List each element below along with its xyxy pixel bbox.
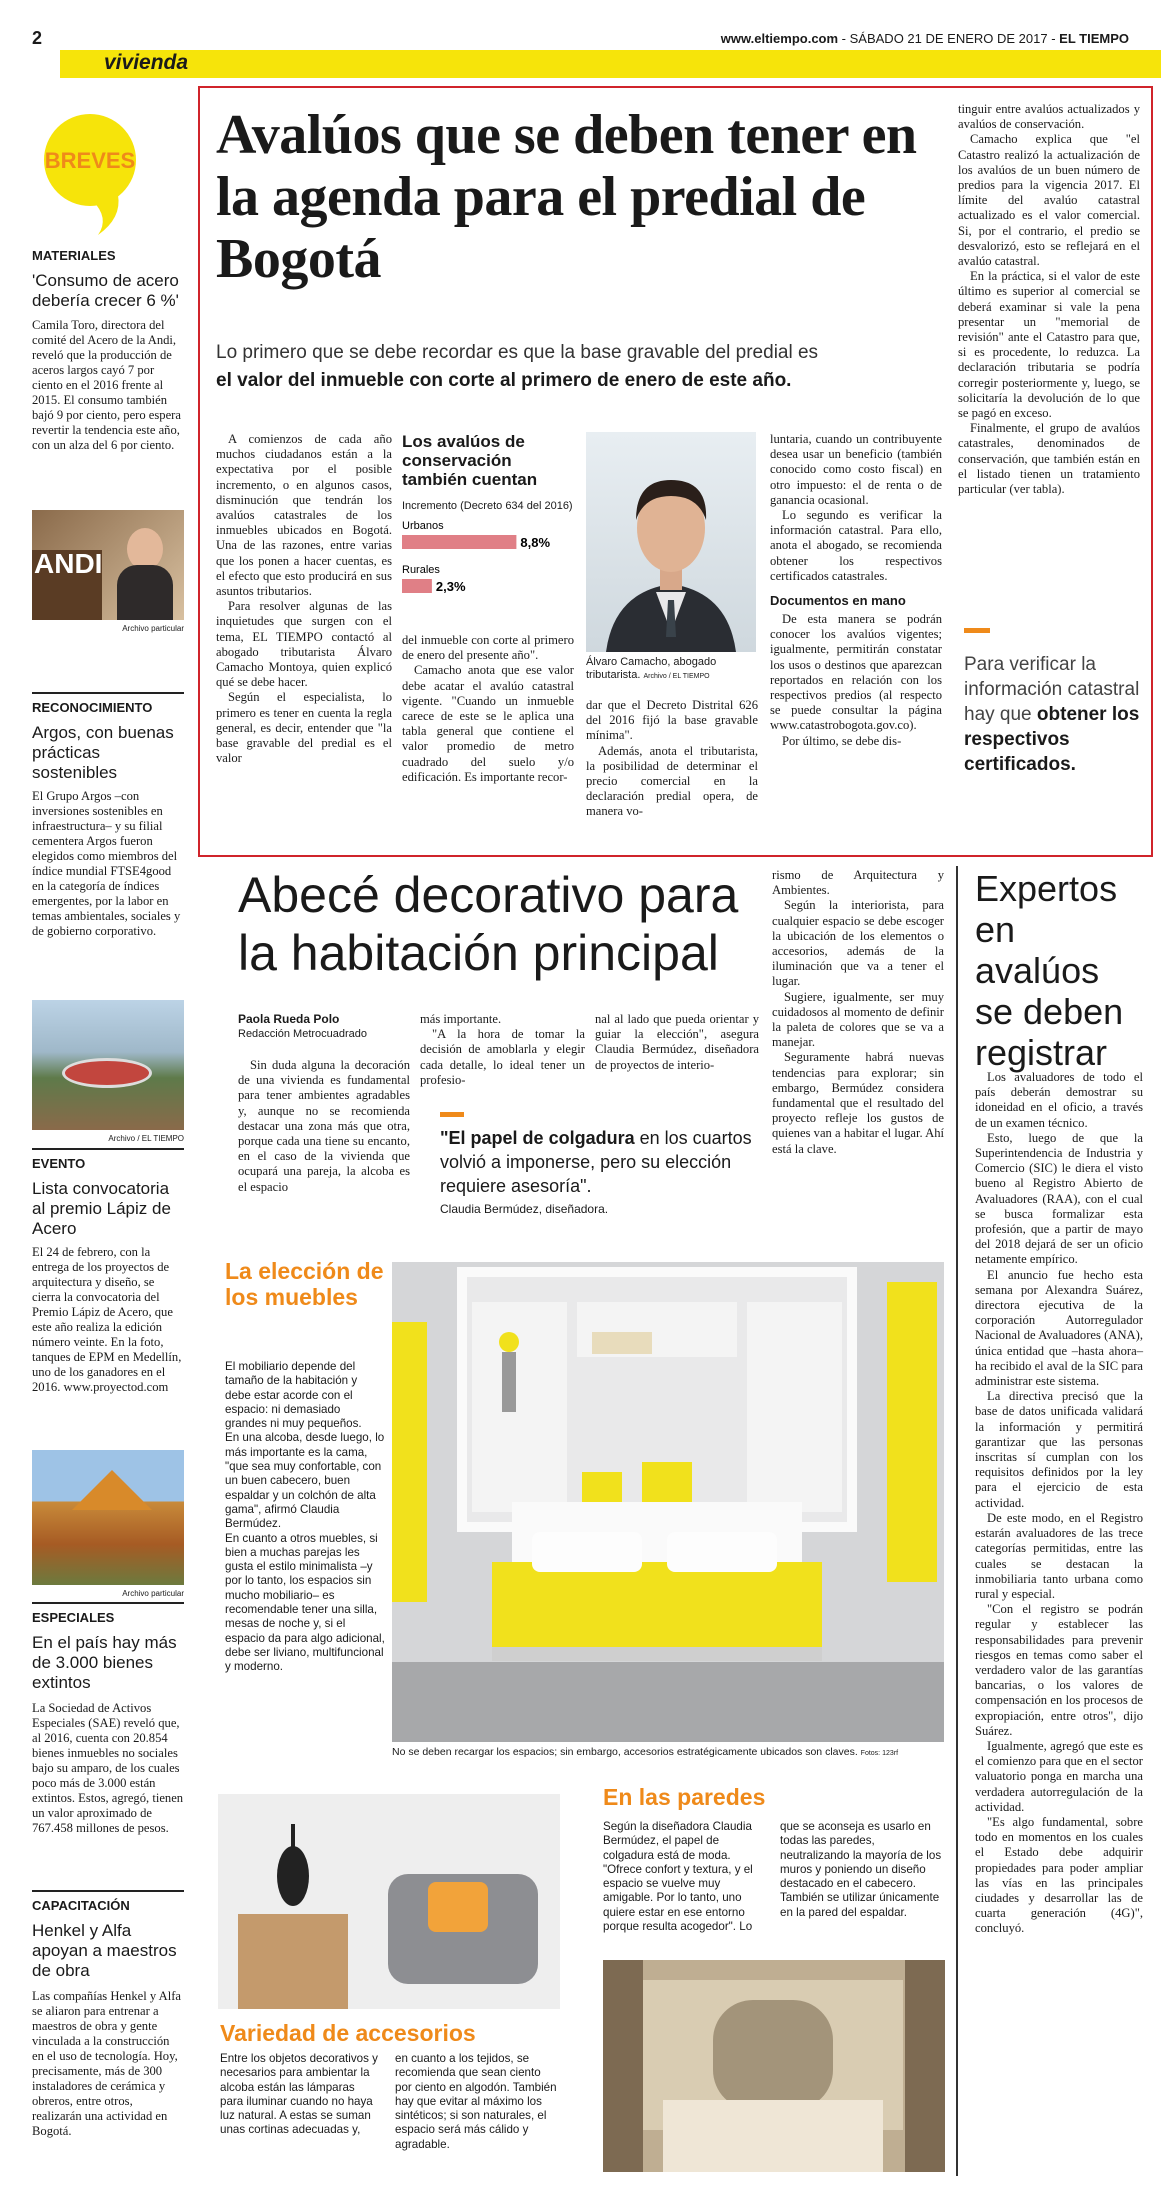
lead-paragraph: tinguir entre avalúos actualizados y avalúos de conservación. [958, 102, 1140, 132]
quote-marker [440, 1112, 464, 1117]
chart-category-label: Rurales [402, 564, 440, 576]
second-headline [238, 866, 778, 982]
bedroom-caption [392, 1746, 944, 1758]
section-bar [60, 50, 1161, 78]
lead-col-3 [586, 698, 758, 820]
accessories-photo [218, 1794, 560, 2009]
second-paragraph: Sin duda alguna la decoración de una vivienda es fundamental para tener ambientes agradables y, aunque no se recomienda destacar una zona más que otra, porque cada una tiene su encanto, en el caso de la vivienda que ocupará una pareja, la alcoba es el espacio [238, 1058, 410, 1194]
quote-bold: "El papel de colgadura [440, 1128, 635, 1148]
lead-col-5 [958, 102, 1140, 497]
quote-author: Claudia Bermúdez, diseñadora. [440, 1202, 609, 1216]
photo-credit: Archivo / EL TIEMPO [108, 1134, 184, 1143]
lead-col-2 [402, 633, 574, 785]
brief-especiales [32, 1610, 184, 1836]
folio: www.eltiempo.com - SÁBADO 21 DE ENERO DE 2017 - EL TIEMPO [720, 31, 1129, 46]
expertos-paragraph: La directiva precisó que la base de datos unificada validará la información y permitirá garantizar que las personas inscritas sí cumplan con los requisitos definidos por la ley para el ejercicio de esta actividad. [975, 1389, 1143, 1510]
pullquote-bold: obtener los respectivos certificados. [964, 704, 1140, 775]
second-headline-line-2: la habitación principal [238, 925, 719, 981]
column-divider [956, 866, 958, 2176]
chart-subtitle: Incremento (Decreto 634 del 2016) [402, 500, 573, 512]
lead-paragraph: Según el especialista, lo primero es tener en cuenta la regla general, es decir, entender que "la base gravable del predial es el valor [216, 690, 392, 766]
second-paragraph: nal al lado que pueda orientar y guiar la elección", asegura Claudia Bermúdez, diseñadora de proyectos de interio- [595, 1012, 759, 1072]
brief-body: El Grupo Argos –con inversiones sostenibles en infraestructura– y su filial cementera Argos fueron elegidos como miembros del índice mundial FTSE4good en la categoría de índices emergentes, por la labor en temas ambientales, sociales y de gobierno corporativo. [32, 789, 181, 938]
chart-bar [402, 535, 516, 549]
brief-materiales [32, 248, 184, 453]
caption-text: No se deben recargar los espacios; sin embargo, accesorios estratégicamente ubicados son claves. [392, 1746, 858, 1758]
photo-credit: Archivo particular [122, 1589, 184, 1598]
muebles-title: La elección de los muebles [225, 1258, 384, 1310]
caption-credit: Fotos: 123rf [860, 1750, 899, 1757]
pullquote-marker [964, 628, 990, 633]
brief-category: ESPECIALES [32, 1610, 115, 1625]
second-col-4 [772, 868, 944, 1157]
portrait-image [586, 432, 756, 652]
accesorios-body-2: en cuanto a los tejidos, se recomienda que sean ciento por ciento en algodón. También hay que evitar al máximo los sintéticos; si son naturales, el espacio será más cálido y agradable. [395, 2052, 557, 2151]
wallpaper-bedroom-image [603, 1960, 945, 2172]
brief-body: El 24 de febrero, con la entrega de los proyectos de arquitectura y diseño, se cierra la convocatoria del Premio Lápiz de Acero, que este año realiza la edición número veinte. En la foto, tanques de EPM en Medellín, uno de los ganadores en el 2016. www.proyectod.com [32, 1245, 182, 1394]
caption-credit: Archivo / EL TIEMPO [643, 673, 710, 680]
section-name: vivienda [104, 51, 189, 74]
lead-paragraph: Camacho anota que ese valor debe acatar el avalúo catastral vigente. "Cuando un inmueble carece de este se le aplica una tabla general que contiene el valor promedio de metro cuadrado del suelo y/o edificación. Es importante recor- [402, 663, 574, 784]
expertos-paragraph: El anuncio fue hecho esta semana por Alexandra Suárez, directora ejecutiva de la corporación Autorregulador Nacional de Avaluadores (ANA), única entidad que –hasta ahora– ha recibido el aval de la SIC para administrar este sistema. [975, 1267, 1143, 1389]
caption-text: Álvaro Camacho, abogado tributarista. [586, 656, 717, 681]
lead-paragraph: dar que el Decreto Distrital 626 del 2016 fijó la base gravable mínima". [586, 698, 758, 743]
evento-photo [32, 1450, 184, 1585]
paredes-title: En las paredes [603, 1784, 766, 1810]
second-col-3 [595, 1012, 759, 1073]
expertos-paragraph: De este modo, en el Registro estarán avaluadores de las trece categorías permitidas, entre las cuales se destacan la inmobiliaria tanto urbana como rural y especial. [975, 1510, 1143, 1601]
byline: Paola Rueda Polo [238, 1012, 340, 1026]
muebles-paragraph: En una alcoba, desde luego, lo más importante es la cama, "que sea muy confortable, con un buen cabecero, buen espaldar y un colchón de alta gama", afirmó Claudia Bermúdez. [225, 1431, 385, 1531]
chart-value-label: 2,3% [435, 579, 466, 594]
brief-title: Henkel y Alfa apoyan a maestros de obra [32, 1921, 177, 1980]
lead-subhead: Documentos en mano [770, 593, 906, 609]
expertos-body [975, 1070, 1143, 1937]
wallpaper-photo [603, 1960, 945, 2172]
second-paragraph: Sugiere, igualmente, ser muy cuidadosos al momento de definir la paleta de colores que se va a manejar. [772, 989, 944, 1050]
lead-paragraph: Además, anota el tributarista, la posibilidad de determinar el precio comercial en la declaración predial opera, de manera vo- [586, 743, 758, 819]
brief-reconocimiento [32, 700, 184, 939]
pullquote-text: Para verificar la información catastral hay que [964, 654, 1140, 725]
chart-bar [402, 579, 432, 593]
brief-capacitacion [32, 1898, 184, 2139]
chart-value-label: 8,8% [520, 535, 551, 550]
brief-body: Las compañías Henkel y Alfa se aliaron para entrenar a maestros de obra y gente vinculada a la construcción en el uso de tecnología. Hoy, precisamente, más de 300 instaladores de cerámica y obreros, entre otros, realizarán una actividad en Bogotá. [32, 1989, 181, 2138]
lead-col-4 [770, 432, 942, 749]
lead-paragraph: Finalmente, el grupo de avalúos catastrales, denominados de conservación, que también están en el listado tienen un tratamiento particular (ver tabla). [958, 421, 1140, 497]
brief-category: CAPACITACIÓN [32, 1898, 130, 1913]
lead-paragraph: De esta manera se podrán conocer los avalúos vigentes; igualmente, permitirán constatar los usos o destinos que aparezcan reportados en relación con los respectivos predios (al respecto se puede consultar la página www.catastrobogota.gov.co). [770, 612, 942, 733]
accesorios-title: Variedad de accesorios [220, 2020, 476, 2046]
lead-paragraph: En la práctica, si el valor de este último es superior al comercial se deberá examinar si vale la pena presentar un "memorial de revisión" ante el Catastro para que, si es procedente, lo reduzca. La declaración tributaria se podría corregir posteriormente y, luego, se solicitaría la devolución de lo que se pagó en exceso. [958, 269, 1140, 421]
chart-category-label: Urbanos [402, 520, 444, 532]
paredes-body-1: Según la diseñadora Claudia Bermúdez, el papel de colgadura está de moda. "Ofrece confort y textura, y el espacio se vuelve muy amigable. Por lo tanto, uno quiere estar en ese entorno porque resulta acogedor". Lo [603, 1820, 753, 1934]
second-paragraph: más importante. [420, 1012, 502, 1026]
lead-paragraph: A comienzos de cada año muchos ciudadanos están a la expectativa por el posible incremento, o en algunos casos, disminución que tendrán los avalúos catastrales de los inmuebles ubicados en Bogotá. Una de las razones, entre varias que los ponen a hacer cuentas, es el efecto que esto producirá en sus asuntos tributarios. [216, 432, 392, 599]
breves-label: BREVES [44, 148, 136, 173]
lead-paragraph: Camacho explica que "el Catastro realizó la actualización de los avalúos de un buen número de predios para la vigencia 2017. El límite del avalúo catastral actualizado es el valor comercial. Si, por el contrario, el predio se desvalorizó, esto se reflejará en el avalúo catastral. [958, 132, 1140, 269]
brief-title: Argos, con buenas prácticas sostenibles [32, 723, 174, 782]
bedroom-photo [392, 1262, 944, 1742]
chart-title: Los avalúos de conservación también cuentan [402, 432, 538, 489]
brief-title: 'Consumo de acero debería crecer 6 %' [32, 271, 179, 310]
expertos-paragraph: Los avaluadores de todo el país deberán demostrar su idoneidad en el oficio, a través de un examen técnico. [975, 1070, 1143, 1130]
quote-rest: en los cuartos volvió a imponerse, pero su elección requiere asesoría". [440, 1128, 752, 1196]
brief-body: La Sociedad de Activos Especiales (SAE) reveló que, al 2016, cuenta con 20.854 bienes inmuebles no sociales bajo su amparo, de los cuales poco más de 3.000 están extintos. Estos, agregó, tienen un valor aproximado de 767.458 millones de pesos. [32, 1701, 184, 1835]
lead-paragraph: Por último, se debe dis- [782, 733, 902, 748]
andi-photo [32, 510, 184, 620]
lead-deck-2: el valor del inmueble con corte al primero de enero de este año. [216, 370, 792, 391]
second-col-1 [238, 1058, 410, 1195]
byline-sub: Redacción Metrocuadrado [238, 1028, 368, 1040]
pullquote [964, 652, 1144, 777]
photo-caption [586, 656, 756, 683]
andi-logo-text: ANDI [34, 548, 103, 579]
brief-category: RECONOCIMIENTO [32, 700, 153, 715]
second-col-2 [420, 1012, 585, 1088]
lead-paragraph: del inmueble con corte al primero de enero del presente año". [402, 633, 574, 663]
second-paragraph: Según la interiorista, para cualquier espacio se debe escoger la ubicación de los elementos o accesorios, además de la iluminación que va a tener el lugar. [772, 898, 944, 989]
expertos-headline: Expertos en avalúos se deben registrar [975, 868, 1124, 1073]
argos-photo [32, 1000, 184, 1130]
muebles-paragraph: El mobiliario depende del tamaño de la habitación y debe estar acorde con el espacio: ni demasiado grandes ni muy pequeños. [225, 1360, 362, 1431]
expertos-paragraph: Esto, luego de que la Superintendencia de Industria y Comercio (SIC) le diera el visto bueno al Registro Abierto de Avaluadores (RAA), con el cual se busca formalizar esta profesión, que a partir de mayo del 2018 dejará de ser un oficio netamente empírico. [975, 1130, 1143, 1267]
lead-paragraph: Para resolver algunas de las inquietudes que surgen con el tema, EL TIEMPO contactó al abogado tributarista Álvaro Camacho Montoya, quien explicó qué se debe hacer. [216, 599, 392, 690]
issue-date: SÁBADO 21 DE ENERO DE 2017 [849, 31, 1048, 46]
lead-deck-1: Lo primero que se debe recordar es que la base gravable del predial es [216, 342, 819, 363]
second-paragraph: "A la hora de tomar la decisión de amoblarla y elegir cada detalle, lo ideal tener un profesio- [420, 1027, 585, 1087]
expertos-paragraph: Igualmente, agregó que este es el comienzo para que en el sector valuatorio ponga en marcha una verdadera autorregulación de la actividad. [975, 1738, 1143, 1814]
expertos-paragraph: "Con el registro se podrán regular y establecer las responsabilidades para prevenir riesgos en temas como saber el verdadero valor de las garantías bancarias, o los valores de compensación en los procesos de expropiación, entre otros", dijo Suárez. [975, 1602, 1143, 1738]
camacho-photo [586, 432, 756, 652]
yellow-bedroom-image [392, 1262, 944, 1742]
lead-paragraph: luntaria, cuando un contribuyente desea usar un beneficio (también conocido como costo fiscal) en otro impuesto: el de renta o de ganancia ocasional. [770, 432, 942, 507]
expertos-paragraph: "Es algo fundamental, sobre todo en momentos en los cuales el Estado debe adquirir propiedades para poder ampliar las vías en las principales ciudades y desarrollar las de cuarta generación (4G)", concluyó. [975, 1814, 1143, 1936]
second-headline-line-1: Abecé decorativo para [238, 867, 739, 923]
brief-body: Camila Toro, directora del comité del Acero de la Andi, reveló que la producción de aceros largos cayó 7 por ciento en el 2016 frente al 2015. El consumo también bajó 9 por ciento, pero espera revertir la tendencia este año, con un alza del 6 por ciento. [32, 318, 181, 452]
chart-box [402, 432, 574, 612]
brief-category: EVENTO [32, 1156, 86, 1171]
brief-evento [32, 1156, 184, 1395]
armchair-image [218, 1794, 560, 2009]
lead-headline: Avalúos que se deben tener en la agenda para el predial de Bogotá [216, 104, 917, 290]
brief-title: Lista convocatoria al premio Lápiz de Acero [32, 1179, 171, 1238]
accesorios-body-1: Entre los objetos decorativos y necesarios para ambientar la alcoba están las lámparas para iluminar cuando no haya luz natural. A estas se suman unas cortinas adecuadas y, [220, 2052, 378, 2137]
brief-title: En el país hay más de 3.000 bienes extintos [32, 1633, 177, 1692]
lead-col-1 [216, 432, 392, 766]
photo-credit: Archivo particular [122, 624, 184, 633]
second-quote [440, 1126, 770, 1198]
muebles-body [225, 1360, 385, 1675]
brief-category: MATERIALES [32, 248, 116, 263]
paredes-body-2: que se aconseja es usarlo en todas las paredes, neutralizando la mayoría de los muros y poniendo un diseño destacado en el cabecero. También se utilizar únicamente en la pared del espaldar. [780, 1820, 942, 1919]
second-paragraph: rismo de Arquitectura y Ambientes. [772, 868, 944, 898]
page-number: 2 [32, 28, 43, 48]
brand-name: EL TIEMPO [1059, 31, 1129, 46]
chart-svg [402, 517, 574, 607]
muebles-paragraph: En cuanto a otros muebles, si bien a muchas parejas les gusta el estilo minimalista –y por lo tanto, los espacios sin mucho mobiliario– es recomendable tener una silla, mesas de noche y, si el espacio da para algo adicional, debe ser liviano, multifuncional y moderno. [225, 1531, 385, 1674]
lead-paragraph: Lo segundo es verificar la información catastral. Para ello, anota el abogado, se recomienda obtener los respectivos certificados catastrales. [770, 508, 942, 583]
breves-badge [40, 100, 140, 200]
second-paragraph: Seguramente habrá nuevas tendencias para explorar; sin embargo, Bermúdez considera fundamental que el resultado del proyecto refleje los gustos de quienes van a habitar el lugar. Ahí está la clave. [772, 1050, 944, 1156]
site-url[interactable]: www.eltiempo.com [720, 31, 839, 46]
